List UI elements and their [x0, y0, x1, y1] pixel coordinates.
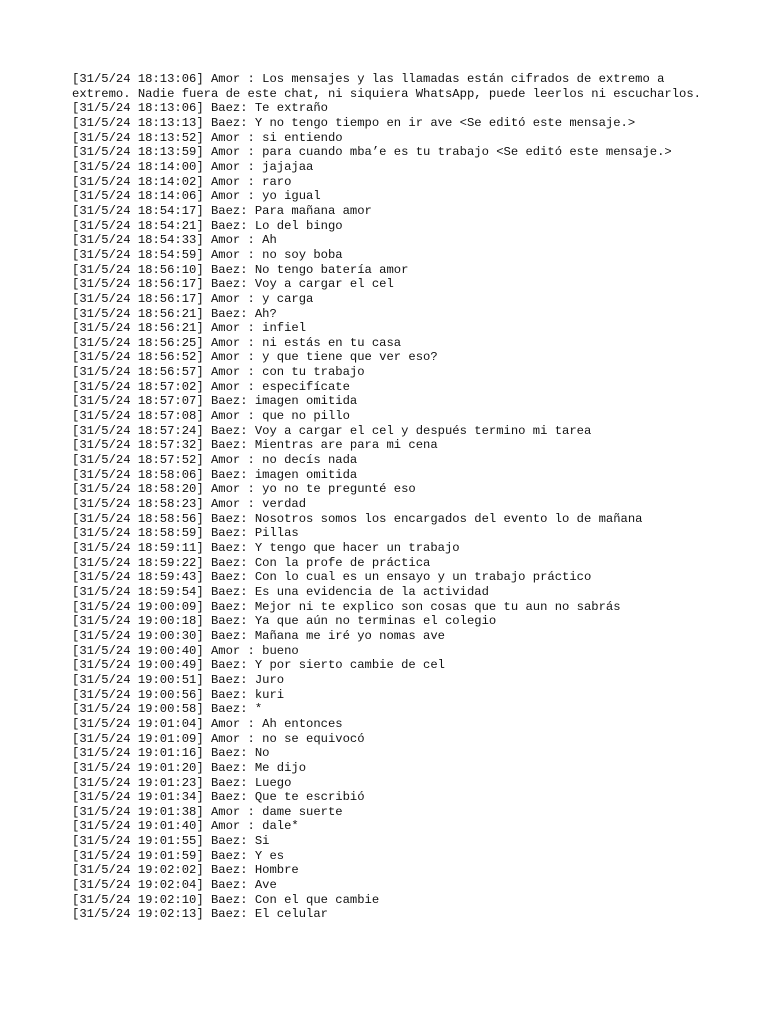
chat-message-line: [31/5/24 19:01:59] Baez: Y es — [72, 848, 285, 863]
chat-message-line: [31/5/24 19:00:40] Amor : bueno — [72, 643, 299, 658]
chat-message-line: [31/5/24 19:01:40] Amor : dale* — [72, 819, 299, 834]
chat-message-line: [31/5/24 18:13:13] Baez: Y no tengo tiempo en ir ave <Se editó este mensaje.> — [72, 115, 636, 130]
chat-message-line: [31/5/24 18:58:56] Baez: Nosotros somos los encargados del evento lo de mañana — [72, 511, 643, 526]
chat-message-line: [31/5/24 19:00:30] Baez: Mañana me iré yo nomas ave — [72, 628, 445, 643]
chat-message-line: [31/5/24 18:14:02] Amor : raro — [72, 174, 292, 189]
chat-message-line: [31/5/24 18:56:10] Baez: No tengo batería amor — [72, 262, 409, 277]
chat-message-line: [31/5/24 18:54:17] Baez: Para mañana amor — [72, 203, 372, 218]
chat-message-line: [31/5/24 19:02:04] Baez: Ave — [72, 878, 277, 893]
chat-message-line: [31/5/24 18:58:20] Amor : yo no te pregunté eso — [72, 482, 416, 497]
chat-message-line: [31/5/24 19:00:49] Baez: Y por sierto cambie de cel — [72, 658, 445, 673]
chat-message-line: [31/5/24 18:14:00] Amor : jajajaa — [72, 159, 314, 174]
chat-message-line: [31/5/24 18:56:57] Amor : con tu trabajo — [72, 365, 365, 380]
chat-message-line: [31/5/24 18:58:59] Baez: Pillas — [72, 526, 299, 541]
chat-message-line: [31/5/24 18:59:54] Baez: Es una evidencia de la actividad — [72, 584, 489, 599]
chat-message-line: [31/5/24 18:58:23] Amor : verdad — [72, 497, 307, 512]
chat-message-line: [31/5/24 19:00:18] Baez: Ya que aún no terminas el colegio — [72, 614, 497, 629]
chat-message-line: [31/5/24 18:56:17] Baez: Voy a cargar el cel — [72, 277, 394, 292]
chat-message-line: [31/5/24 19:00:09] Baez: Mejor ni te explico son cosas que tu aun no sabrás — [72, 599, 621, 614]
chat-message-line: [31/5/24 18:56:17] Amor : y carga — [72, 291, 314, 306]
chat-message-line: [31/5/24 18:58:06] Baez: imagen omitida — [72, 467, 358, 482]
chat-message-line: [31/5/24 19:01:55] Baez: Si — [72, 834, 270, 849]
chat-message-line: [31/5/24 18:59:11] Baez: Y tengo que hacer un trabajo — [72, 541, 460, 555]
chat-message-line: [31/5/24 18:57:08] Amor : que no pillo — [72, 409, 350, 424]
chat-message-line: [31/5/24 18:13:52] Amor : si entiendo — [72, 130, 343, 145]
chat-message-line: [31/5/24 18:59:43] Baez: Con lo cual es un ensayo y un trabajo práctico — [72, 570, 592, 585]
chat-message-line: [31/5/24 18:57:32] Baez: Mientras are para mi cena — [72, 438, 438, 453]
chat-message-line: [31/5/24 18:56:21] Baez: Ah? — [72, 306, 277, 321]
chat-message-line: [31/5/24 18:56:52] Amor : y que tiene que ver eso? — [72, 350, 438, 365]
chat-message-line: [31/5/24 18:54:33] Amor : Ah — [72, 233, 277, 248]
chat-message-line: [31/5/24 18:13:59] Amor : para cuando mba’e es tu trabajo <Se editó este mensaje.> — [72, 145, 672, 160]
chat-transcript — [72, 72, 702, 922]
chat-message-line: [31/5/24 18:14:06] Amor : yo igual — [72, 189, 321, 204]
chat-message-line: [31/5/24 18:56:21] Amor : infiel — [72, 321, 307, 336]
chat-message-line: [31/5/24 18:13:06] Amor : Los mensajes y las llamadas están cifrados de extremo a extremo. Nadie fuera de este chat, ni siquiera WhatsApp, puede leerlos ni escucharlos. — [72, 72, 701, 101]
chat-message-line: [31/5/24 18:57:52] Amor : no decís nada — [72, 453, 358, 468]
chat-message-line: [31/5/24 19:01:20] Baez: Me dijo — [72, 760, 307, 775]
chat-message-line: [31/5/24 18:57:07] Baez: imagen omitida — [72, 394, 358, 409]
chat-message-line: [31/5/24 19:01:16] Baez: No — [72, 746, 270, 761]
chat-message-line: [31/5/24 18:57:02] Amor : especifícate — [72, 379, 350, 394]
chat-message-line: [31/5/24 19:01:23] Baez: Luego — [72, 775, 292, 790]
chat-message-line: [31/5/24 19:01:04] Amor : Ah entonces — [72, 716, 343, 731]
chat-message-line: [31/5/24 19:01:38] Amor : dame suerte — [72, 804, 343, 819]
chat-message-line: [31/5/24 19:01:34] Baez: Que te escribió — [72, 790, 365, 805]
chat-message-line: [31/5/24 18:13:06] Baez: Te extraño — [72, 101, 328, 116]
chat-message-line: [31/5/24 18:57:24] Baez: Voy a cargar el cel y después termino mi tarea — [72, 423, 592, 438]
chat-message-line: [31/5/24 18:59:22] Baez: Con la profe de práctica — [72, 555, 431, 570]
chat-message-line: [31/5/24 19:02:02] Baez: Hombre — [72, 863, 299, 878]
chat-message-line: [31/5/24 18:54:59] Amor : no soy boba — [72, 247, 343, 262]
chat-message-line: [31/5/24 19:01:09] Amor : no se equivocó — [72, 731, 365, 746]
chat-message-line: [31/5/24 19:02:13] Baez: El celular — [72, 907, 328, 922]
chat-message-line: [31/5/24 19:00:56] Baez: kuri — [72, 687, 285, 702]
chat-message-line: [31/5/24 19:02:10] Baez: Con el que cambie — [72, 892, 380, 907]
chat-message-line: [31/5/24 19:00:58] Baez: * — [72, 702, 263, 717]
chat-message-line: [31/5/24 18:56:25] Amor : ni estás en tu casa — [72, 335, 402, 350]
chat-message-line: [31/5/24 18:54:21] Baez: Lo del bingo — [72, 218, 343, 233]
chat-message-line: [31/5/24 19:00:51] Baez: Juro — [72, 672, 285, 687]
